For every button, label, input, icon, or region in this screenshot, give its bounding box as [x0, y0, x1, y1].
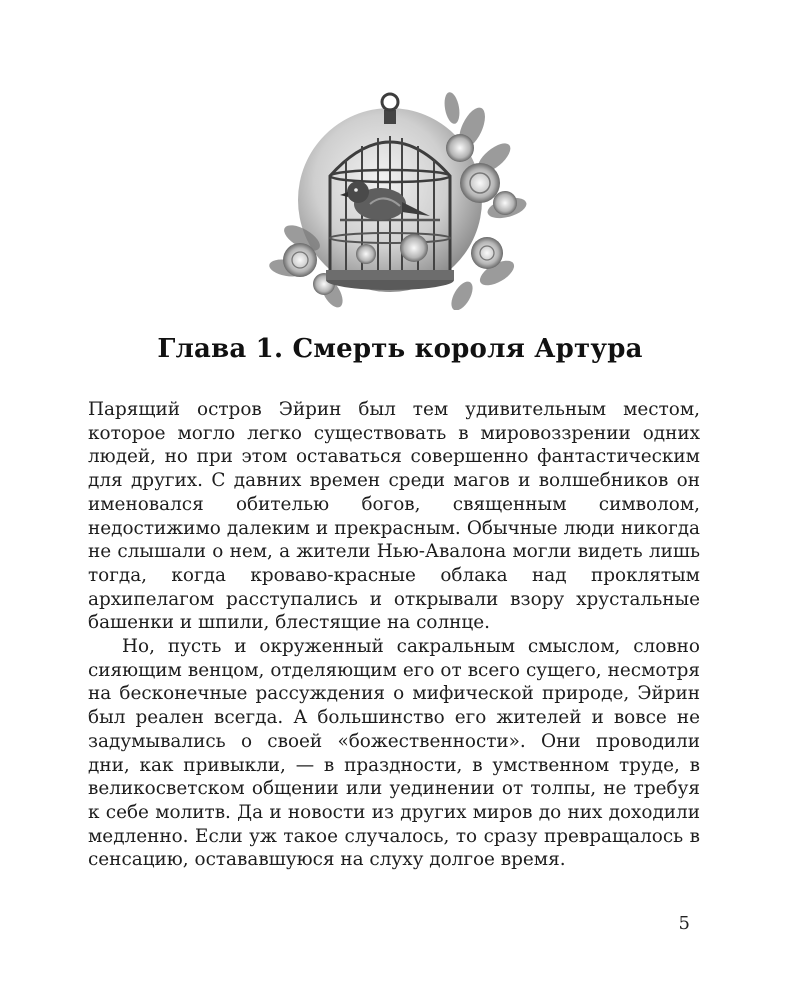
- paragraph: Но, пусть и окруженный сакральным смыслом, словно сияющим венцом, отделяющим его от всего сущего, несмотря на бесконечные рассуждения о мифической природе, Эйрин был реален всегда. А большинство его жителей и вовсе не задумывались о своей «божественности». Они проводили дни, как привыкли, — в праздности, в умственном труде, в великосветском общении или уединении от толпы, не требуя к себе молитв. Да и новости из других миров до них доходили медленно. Если уж такое случалось, то сразу превращалось в сенсацию, остававшуюся на слуху долгое время.: [88, 636, 700, 871]
- birdcage-with-flowers-icon: [262, 88, 532, 310]
- chapter-title: Глава 1. Смерть короля Артура: [157, 334, 643, 364]
- body-text: [88, 398, 700, 872]
- page-number: 5: [678, 913, 690, 934]
- paragraph: Парящий остров Эйрин был тем удивительным местом, которое могло легко существовать в мировоззрении одних людей, но при этом оставаться совершенно фантастическим для других. С давних времен среди магов и волшебников он именовался обителью богов, священным символом, недостижимо далеким и прекрасным. Обычные люди никогда не слышали о нем, а жители Нью-Авалона могли видеть лишь тогда, когда кроваво-красные облака над проклятым архипелагом расступались и открывали взору хрустальные башенки и шпили, блестящие на солнце.: [88, 399, 700, 634]
